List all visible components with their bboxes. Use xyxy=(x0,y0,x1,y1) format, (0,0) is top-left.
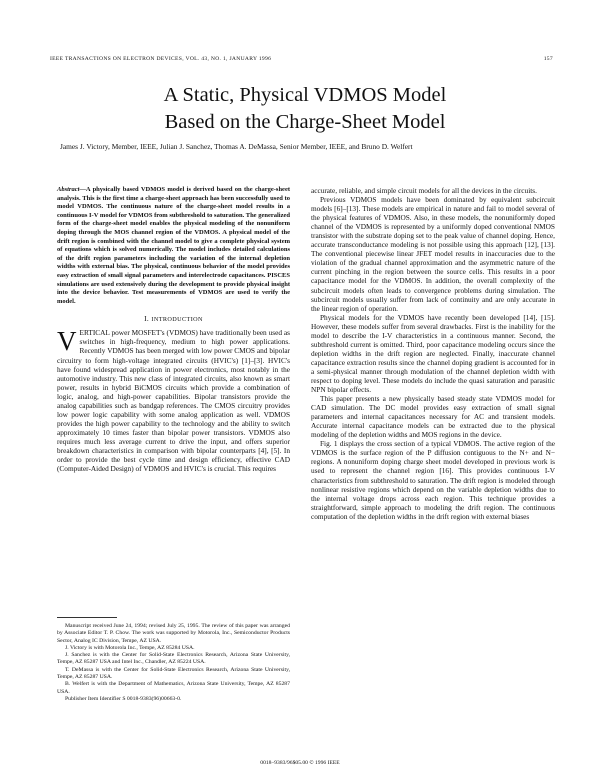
page-number: 157 xyxy=(543,56,553,62)
section-heading-introduction xyxy=(57,314,290,324)
footnote-identifier: Publisher Item Identifier S 0018-9383(96)00663-0. xyxy=(65,695,182,702)
intro-paragraph xyxy=(57,328,290,473)
paper-title-line-2: Based on the Charge-Sheet Model xyxy=(164,111,446,133)
drop-cap: V xyxy=(57,326,77,357)
running-header xyxy=(50,56,553,62)
copyright-code: 0018–9383/96$05.00 © 1996 IEEE xyxy=(260,760,340,766)
abstract-lead: Abstract— xyxy=(57,186,86,193)
footnote-manuscript: Manuscript received June 24, 1994; revised July 25, 1995. The review of this paper was arranged by Associate Editor T. P. Chow. The work was supported by Motorola, Inc., Semiconductor Products Sector, Analog IC Division, Tempe, AZ USA. xyxy=(57,623,290,644)
section-title: INTRODUCTION xyxy=(151,316,203,324)
footnote-rule xyxy=(57,617,117,618)
paper-title-line-1: A Static, Physical VDMOS Model xyxy=(163,84,447,106)
footnote-welfert: B. Welfert is with the Department of Mathematics, Arizona State University, Tempe, AZ 85287 USA. xyxy=(57,681,290,695)
body-paragraph: Fig. 1 displays the cross section of a typical VDMOS. The active region of the VDMOS is the surface region of the P diffusion contiguous to the N+ and N− regions. A nonuniform doping charge sheet model developed in previous work is used to represent the channel region [16]. This provides continuous I-V characteristics from subthreshold to saturation. The drift region is modeled through nonlinear resistive regions which depend on the variable depletion widths due to the internal voltage drops across each region. This technique provides a straightforward, simple approach to modeling the drift region. The continuous computation of the depletion widths in the drift region with external biases xyxy=(311,439,555,521)
intro-paragraph-text: ERTICAL power MOSFET's (VDMOS) have traditionally been used as switches in high-frequency, medium to high power applications. Recently VDMOS has been merged with low power CMOS and bipolar circuitry to form high-voltage integrated circuits (HVIC's) [1]–[3]. HVIC's have found widespread application in power electronics, most notably in the automotive industry. This new class of integrated circuits, also known as smart power, results in hybrid BiCMOS circuits which provide a combination of logic, analog, and high-power capabilities. Bipolar transistors provide the analog capabilities such as bandgap references. The CMOS circuitry provides low power logic capability with some analog application as well. VDMOS provides the high power capability to the technology and the ability to switch approximately 10 times faster than bipolar power transistors. VDMOS also requires much less average current to drive the input, and offers superior breakdown characteristics in comparison with bipolar counterparts [4], [5]. In order to provide the best cycle time and design efficiency, effective CAD (Computer-Aided Design) of VDMOS and HVIC's is crucial. This requires xyxy=(57,328,290,474)
author-list: James J. Victory, Member, IEEE, Julian J. Sanchez, Thomas A. DeMassa, Senior Member, IEEE, and Bruno D. Welfert xyxy=(60,142,413,151)
footnotes xyxy=(57,617,290,703)
footnote-demassa: T. DeMassa is with the Center for Solid-State Electronics Research, Arizona State University, Tempe, AZ 85287 USA. xyxy=(57,666,290,681)
abstract-text: A physically based VDMOS model is derived based on the charge-sheet analysis. This is the first time a charge-sheet approach has been successfully used to model VDMOS. The continuous nature of the charge-sheet model results in a continuous I-V model for VDMOS from subthreshold to saturation. The generalized form of the charge-sheet model enables the physical modeling of the nonuniform doping through the MOS channel region of the VDMOS. A physical model of the drift region is combined with the channel model to give a complete physical system of equations which is solved numerically. The model includes detailed calculations of the drift region parameters including the variation of the internal depletion widths with external bias. The physical, continuous behavior of the model provides easy extraction of small signal parameters and interelectrode capacitances. PISCES simulations are used extensively during the development to provide physical insight into the device behavior. Test measurements of VDMOS are used to verify the model. xyxy=(57,186,290,305)
body-paragraph: Physical models for the VDMOS have recently been developed [14], [15]. However, these models suffer from several drawbacks. First is the inability for the model to describe the I-V characteristics in a continuous manner. Second, the subthreshold current is omitted. Third, poor capacitance modeling occurs since the depletion widths in the drift region are neglected. Finally, inaccurate channel capacitance extraction results since the channel doping gradient is accounted for in a semi-physical manner through modulation of the channel depletion width with respect to doping level. These models do include the quasi saturation and parasitic NPN bipolar effects. xyxy=(311,312,555,395)
body-paragraph: Previous VDMOS models have been dominated by equivalent subcircuit models [6]–[13]. These models are empirical in nature and fail to model several of the physical features of VDMOS. Also, in these models, the nonuniformly doped channel of the VDMOS is represented by a uniformly doped conventional NMOS transistor with the substrate doping set to the peak value of channel doping. Hence, accurate transconductance modeling is not possible using this approach [12], [13]. The conventional piecewise linear JFET model results in inaccuracies due to the violation of the gradual channel approximation and the asymmetric nature of the current pinching in the region between the source cells. This results in a poor capacitance model for the VDMOS. In addition, the overall complexity of the subcircuit models often leads to convergence problems during simulation. The subcircuit models usually suffer from lack of continuity and are only accurate in the linear region of operation. xyxy=(311,195,555,313)
footnote-sanchez: J. Sanchez is with the Center for Solid-State Electronics Research, Arizona State University, Tempe, AZ 85287 USA and Intel Inc., Chandler, AZ 85224 USA. xyxy=(57,652,290,666)
journal-citation: IEEE TRANSACTIONS ON ELECTRON DEVICES, VOL. 43, NO. 1, JANUARY 1996 xyxy=(50,56,272,62)
footnote-victory: J. Victory is with Motorola Inc., Tempe, AZ 85284 USA. xyxy=(65,644,195,651)
body-paragraph: This paper presents a new physically based steady state VDMOS model for CAD simulation. The DC model provides easy extraction of small signal parameters and internal capacitances necessary for AC and transient models. Accurate internal capacitance models can be extracted due to the physical modeling of the depletion widths and MOS regions in the device. xyxy=(311,394,555,440)
right-column xyxy=(311,186,555,521)
left-column xyxy=(57,186,290,473)
abstract xyxy=(57,186,290,306)
section-number: I. xyxy=(144,314,150,324)
body-paragraph: accurate, reliable, and simple circuit models for all the devices in the circuits. xyxy=(311,186,537,195)
